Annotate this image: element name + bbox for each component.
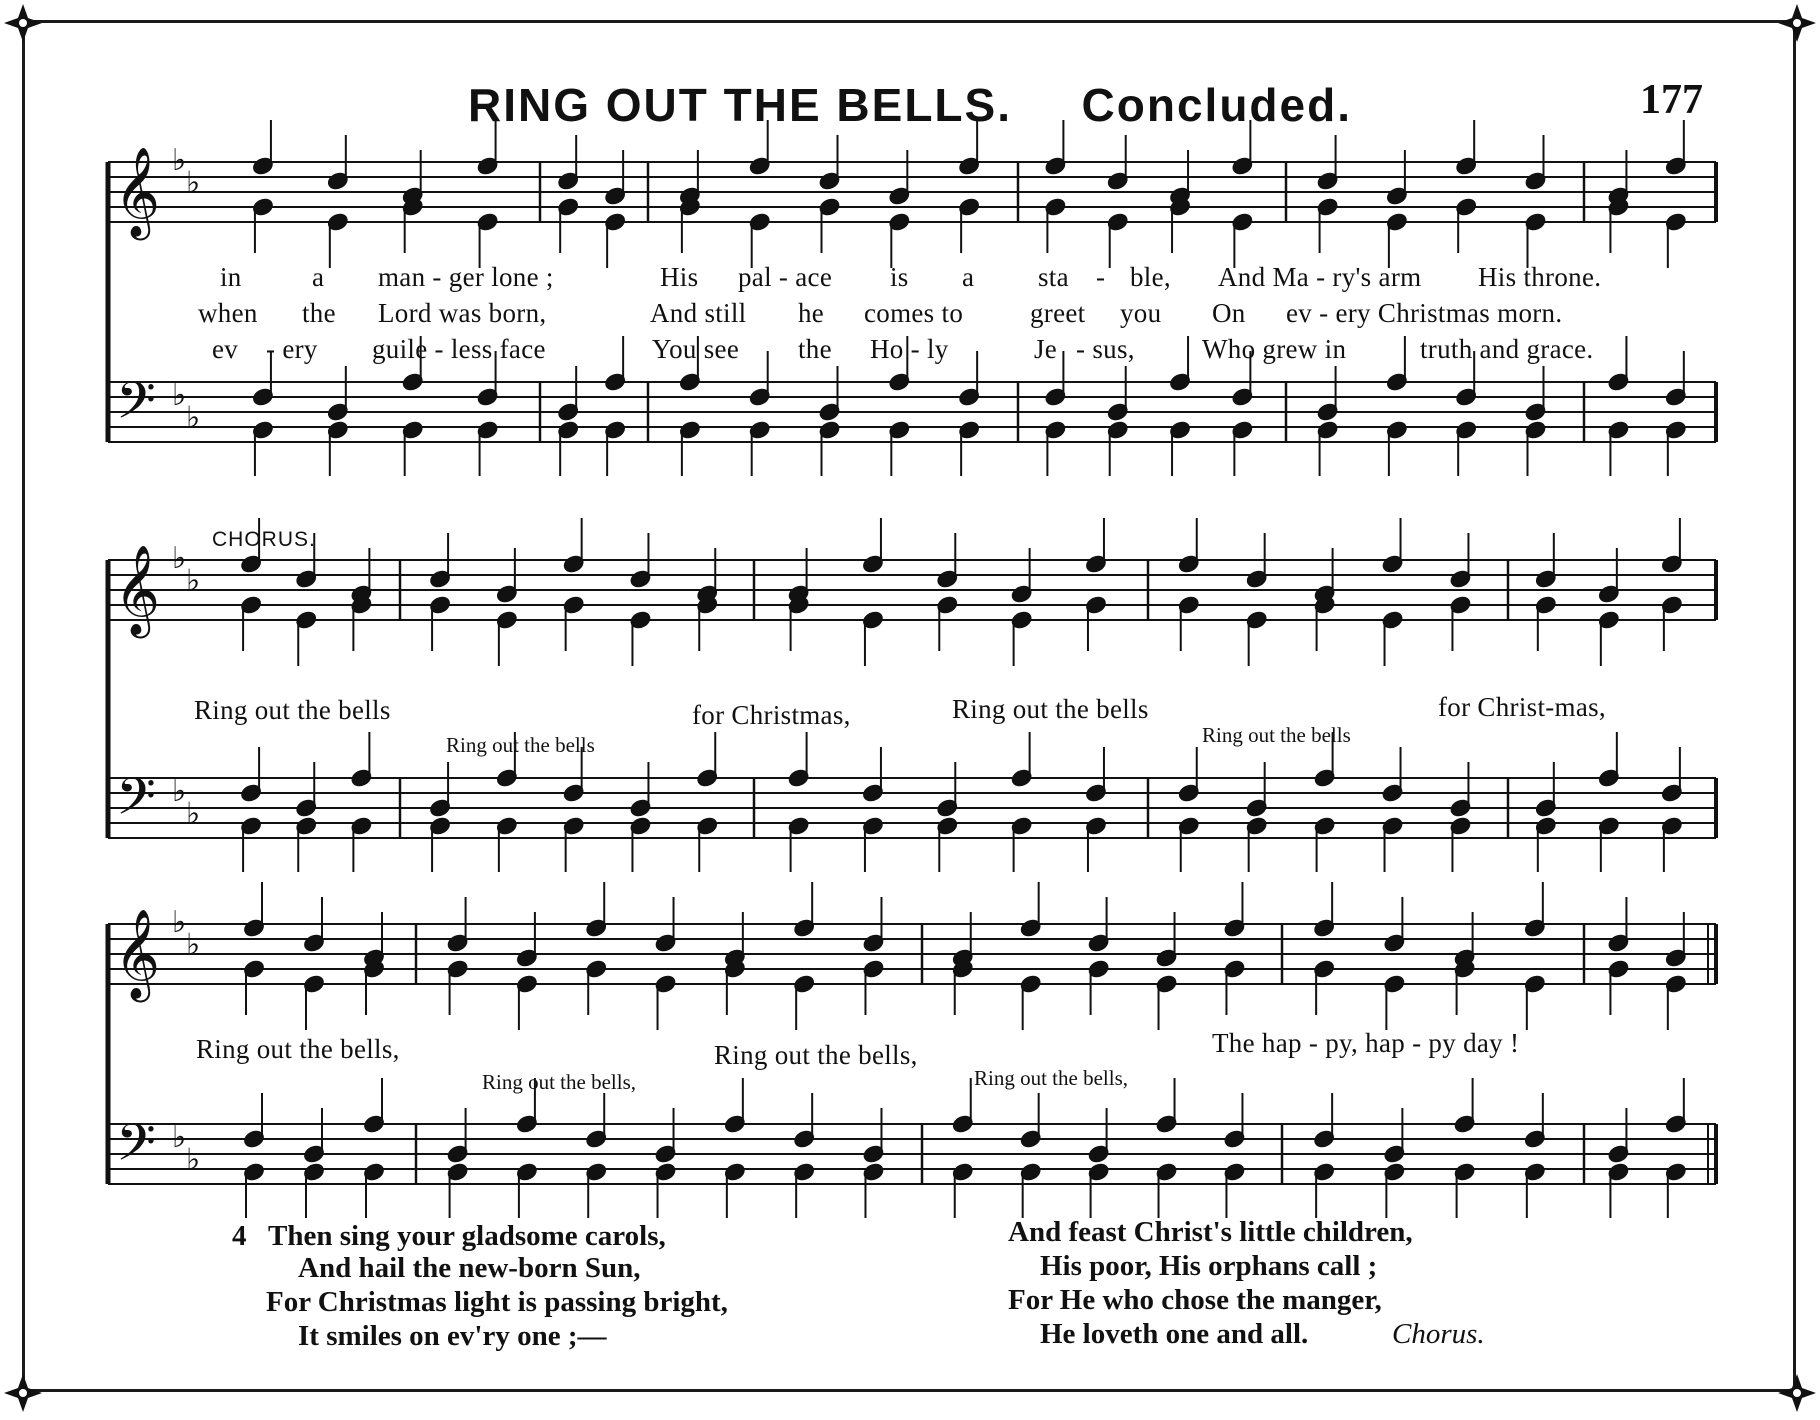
flat-icon: ♭ — [186, 1142, 201, 1178]
lyric-syllable: guile - less face — [372, 334, 546, 364]
lyric-syllable: Ho - ly — [870, 334, 949, 364]
lyric-syllable: the — [798, 334, 832, 364]
verse-line: For Christmas light is passing bright, — [266, 1286, 728, 1318]
lyric-syllable: is — [890, 262, 909, 292]
flat-icon: ♭ — [186, 927, 201, 963]
lyric-syllable: - — [1096, 262, 1106, 292]
flat-icon: ♭ — [172, 378, 187, 413]
lyric-syllable: Je — [1034, 334, 1058, 364]
lyric-syllable: greet — [1030, 298, 1086, 328]
verse-line: And feast Christ's little children, — [1008, 1216, 1413, 1248]
flat-icon: ♭ — [172, 905, 187, 940]
lyric-syllable: You see — [652, 334, 740, 364]
lyric-syllable: - ery — [266, 334, 318, 364]
hymn-subtitle: Concluded. — [1081, 79, 1352, 131]
treble-clef-icon: 𝄞 — [114, 147, 161, 237]
lyric-syllable: when — [198, 298, 258, 328]
lyric-phrase: Ring out the bells — [194, 695, 391, 725]
lyric-phrase: Ring out the bells — [952, 694, 1149, 724]
flat-icon: ♭ — [186, 400, 201, 436]
lyric-syllable: pal - ace — [738, 262, 833, 292]
lyric-syllable: Who grew in — [1202, 334, 1347, 364]
lyric-syllable: And still — [650, 298, 747, 328]
lyric-syllable: a — [312, 262, 325, 292]
lyric-syllable: ev — [212, 334, 239, 364]
echo-lyric: Ring out the bells — [446, 733, 595, 757]
lyric-phrase: The hap - py, hap - py day ! — [1212, 1028, 1520, 1058]
treble-clef-icon: 𝄞 — [114, 909, 161, 999]
lyric-syllable: you — [1120, 298, 1162, 328]
bass-clef-icon: 𝄢 — [116, 370, 156, 443]
verse-line: Then sing your gladsome carols, — [268, 1220, 666, 1252]
echo-lyric: Ring out the bells, — [482, 1070, 636, 1094]
verse-number: 4 — [232, 1220, 247, 1252]
lyric-syllable: a — [962, 262, 975, 292]
bass-clef-icon: 𝄢 — [116, 1112, 156, 1185]
lyric-syllable: comes to — [864, 298, 964, 328]
lyric-syllable: sta — [1038, 262, 1069, 292]
hymn-title: RING OUT THE BELLS. — [467, 79, 1012, 131]
lyric-syllable: man - ger lone ; — [378, 262, 554, 292]
echo-lyric: Ring out the bells, — [974, 1066, 1128, 1090]
lyric-syllable: the — [302, 298, 336, 328]
lyric-phrase: for Christ-mas, — [1438, 692, 1606, 722]
chorus-cue: Chorus. — [1392, 1318, 1485, 1350]
lyric-syllable: On — [1212, 298, 1246, 328]
verse-line: And hail the new-born Sun, — [298, 1252, 641, 1284]
lyric-syllable: ble, — [1130, 262, 1171, 292]
lyric-syllable: truth and grace. — [1420, 334, 1594, 364]
flat-icon: ♭ — [172, 143, 187, 178]
lyric-syllable: His throne. — [1478, 262, 1602, 292]
verse-line: For He who chose the manger, — [1008, 1284, 1382, 1316]
lyric-phrase: Ring out the bells, — [714, 1040, 918, 1070]
verse-line: His poor, His orphans call ; — [1040, 1250, 1378, 1282]
flat-icon: ♭ — [186, 165, 201, 201]
flat-icon: ♭ — [172, 1120, 187, 1155]
lyric-syllable: in — [220, 262, 242, 292]
bass-clef-icon: 𝄢 — [116, 766, 156, 839]
lyric-syllable: And Ma - ry's arm — [1218, 262, 1422, 292]
flat-icon: ♭ — [172, 774, 187, 809]
lyric-phrase: for Christmas, — [692, 700, 851, 730]
lyric-phrase: Ring out the bells, — [196, 1034, 400, 1064]
page-number: 177 — [1640, 77, 1703, 123]
verse-line: He loveth one and all. — [1040, 1318, 1309, 1350]
lyric-syllable: he — [798, 298, 825, 328]
lyric-syllable: - sus, — [1076, 334, 1135, 364]
flat-icon: ♭ — [186, 796, 201, 832]
lyric-syllable: His — [660, 262, 699, 292]
echo-lyric: Ring out the bells — [1202, 723, 1351, 747]
treble-clef-icon: 𝄞 — [114, 545, 161, 635]
lyric-syllable: Lord was born, — [378, 298, 547, 328]
lyric-syllable: ev - ery Christmas morn. — [1286, 298, 1563, 328]
flat-icon: ♭ — [172, 541, 187, 576]
flat-icon: ♭ — [186, 563, 201, 599]
chorus-label: CHORUS. — [212, 528, 316, 551]
verse-line: It smiles on ev'ry one ;— — [298, 1320, 607, 1352]
